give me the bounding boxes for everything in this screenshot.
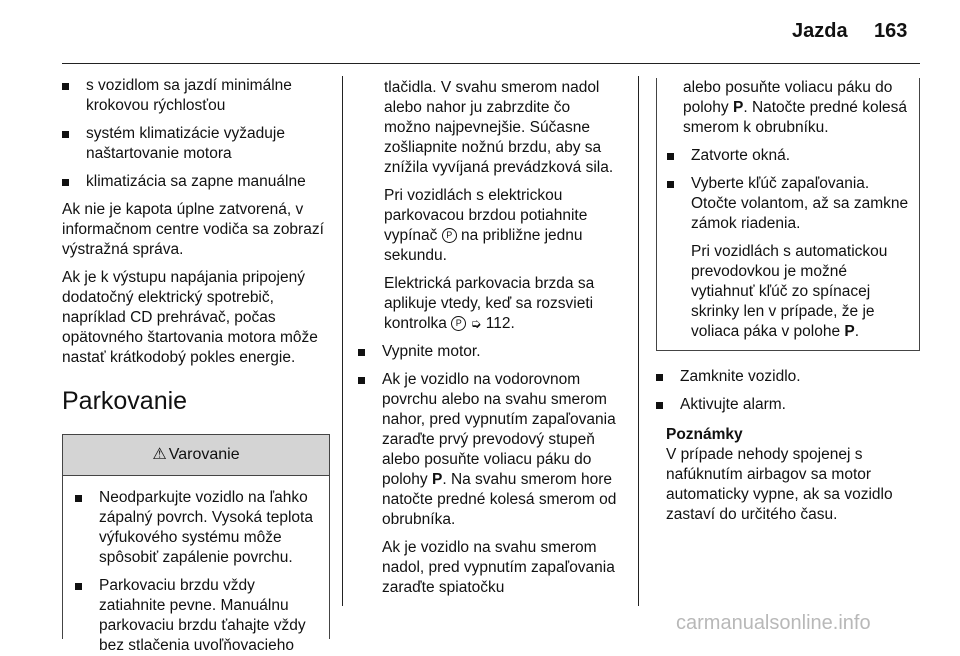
list-item: Zamknite vozidlo.	[656, 367, 920, 387]
parking-brake-icon: P	[451, 316, 466, 331]
parking-brake-icon: P	[442, 228, 457, 243]
bullet-icon	[667, 181, 674, 188]
page-reference-arrow-icon: ➭	[470, 316, 482, 331]
watermark: carmanualsonline.info	[676, 612, 871, 634]
paragraph: alebo posuňte voliacu páku do polohy P. Natočte predné kolesá smerom k obrubníku.	[683, 79, 908, 136]
note-text: V prípade nehody spojenej s nafúknutím airbagov sa motor automaticky vypne, ak sa vozidlo zastaví do určitého času.	[666, 446, 893, 523]
column-3	[656, 78, 920, 533]
bullet-icon	[667, 153, 674, 160]
column-1	[62, 76, 330, 654]
paragraph: Elektrická parkovacia brzda sa aplikuje vtedy, keď sa rozsvieti kontrolka P ➭ 112.	[384, 275, 595, 332]
column-2	[358, 78, 620, 606]
bullet-icon	[656, 374, 663, 381]
list-item: klimatizácia sa zapne manuálne	[62, 172, 330, 192]
bullet-icon	[62, 131, 69, 138]
bullet-icon	[75, 583, 82, 590]
page-number: 163	[874, 20, 908, 42]
section-title: Parkovanie	[62, 387, 188, 415]
warning-triangle-icon: ⚠	[152, 446, 167, 463]
column-divider-2	[638, 76, 639, 606]
warning-header: ⚠ Varovanie	[63, 435, 329, 476]
continued-box	[656, 78, 920, 351]
list-item: Parkovaciu brzdu vždy zatiahnite pevne. Manuálnu parkovaciu brzdu ťahajte vždy bez stlačenia uvoľňovacieho	[75, 576, 319, 656]
list-item: Vypnite motor.	[358, 342, 620, 362]
list-item: Aktivujte alarm.	[656, 395, 920, 415]
list-item: systém klimatizácie vyžaduje naštartovanie motora	[62, 124, 330, 164]
note-block	[656, 425, 920, 525]
header-rule	[62, 63, 920, 64]
bullet-icon	[62, 83, 69, 90]
paragraph: Ak je k výstupu napájania pripojený dodatočný elektrický spotrebič, napríklad CD prehrávač, počas opätovného štartovania motora môže nastať krátkodobý pokles energie.	[62, 269, 318, 366]
list-item: Neodparkujte vozidlo na ľahko zápalný povrch. Vysoká teplota výfukového systému môže spôsobiť zapálenie povrchu.	[75, 488, 319, 568]
list-item: s vozidlom sa jazdí minimálne krokovou rýchlosťou	[62, 76, 330, 116]
column-divider-1	[342, 76, 343, 606]
paragraph: Ak nie je kapota úplne zatvorená, v informačnom centre vodiča sa zobrazí výstražná správa.	[62, 201, 324, 258]
list-item: Vyberte kľúč zapaľovania. Otočte volantom, až sa zamkne zámok riadenia.	[667, 174, 911, 234]
warning-box	[62, 434, 330, 654]
bullet-icon	[358, 349, 365, 356]
bullet-icon	[62, 179, 69, 186]
paragraph: Ak je vozidlo na svahu smerom nadol, pred vypnutím zapaľovania zaraďte spiatočku	[382, 539, 615, 596]
list-item: Zatvorte okná.	[667, 146, 911, 166]
bullet-icon	[75, 495, 82, 502]
chapter-title: Jazda	[792, 20, 848, 42]
paragraph: Pri vozidlách s automatickou prevodovkou je možné vytiahnuť kľúč zo spínacej skrinky len v prípade, že je voliaca páka v polohe P.	[691, 243, 888, 340]
page-header	[0, 0, 960, 60]
paragraph: tlačidla. V svahu smerom nadol alebo nahor ju zabrzdite čo možno najpevnejšie. Súčasne zošliapnite nožnú brzdu, aby sa znížila vyvíjaná prevádzková sila.	[384, 79, 614, 176]
bullet-icon	[656, 402, 663, 409]
note-title: Poznámky	[666, 426, 743, 443]
paragraph: Pri vozidlách s elektrickou parkovacou brzdou potiahnite vypínač P na približne jednu sekundu.	[384, 187, 588, 264]
list-item: Ak je vozidlo na vodorovnom povrchu alebo na svahu smerom nahor, pred vypnutím zapaľovania zaraďte prvý prevodový stupeň alebo posuňte voliacu páku do polohy P. Na svahu smerom hore natočte predné kolesá smerom od obrubníka.	[358, 370, 620, 530]
bullet-icon	[358, 377, 365, 384]
warning-body	[63, 476, 329, 656]
